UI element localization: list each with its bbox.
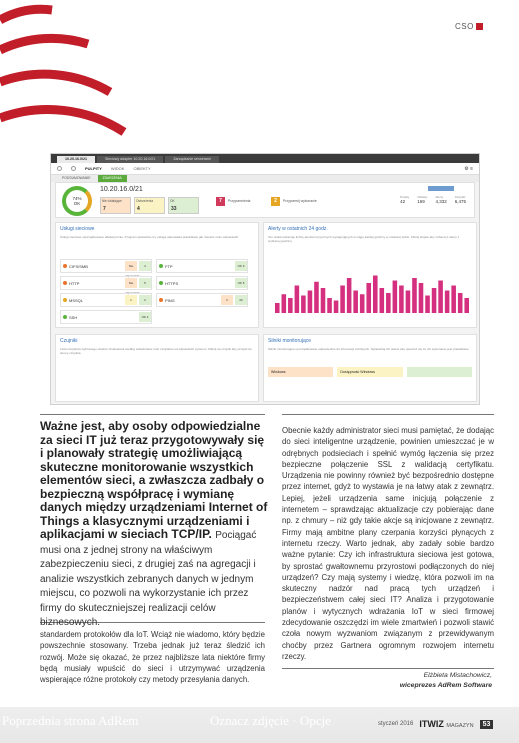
alert-execution[interactable]: 2 Przypomnij wykonanie (271, 195, 317, 207)
service-metric: 2 (221, 295, 233, 305)
back-icon[interactable] (57, 166, 62, 171)
alerts-bar[interactable] (321, 288, 326, 313)
service-item[interactable] (60, 293, 152, 307)
alerts-bar[interactable] (308, 291, 313, 314)
engines-list (268, 367, 472, 377)
lead-bold: Ważne jest, aby osoby odpowiedzialne za sieci IT już teraz przygotowywały się i planowały strategię umożliwiającą skuteczne monitorowanie wszystkich elementów sieci, a zwłaszcza zadbały o bezpieczną współpracę i wymianę danych między urządzeniami Internet of Things a klasycznymi urządzeniami i aplikacjami w sieciach TCP/IP. (40, 419, 268, 541)
alerts-bar[interactable] (275, 303, 280, 313)
article-right-column: Obecnie każdy administrator sieci musi pamiętać, że dodając do sieci inteligentne urządzenie, powinien umieszczać je w odrębnych podsieciach i spełnić wymóg łączenia się przez bezpieczne połączenie SSL z walidacją certyfikatu. Urządzenia nie powinny również być bezpośrednio dostępne przez internet, gdyż to wystawia je na łatwy atak z zewnątrz. Lepiej, jeżeli urządzenia same inicjują połączenie z internetem – sprawdzając aktualizacje czy pobierając dane np. z chmury – niż gdy takie akcje są inicjowane z zewnątrz. Firmy mają ambitne plany czerpania korzyści płynących z internetu rzeczy. Warto jednak, aby zadały sobie bardzo ważne pytanie: Czy ich infrastruktura sieciowa jest gotowa, by sprostać gwałtownemu przyrostowi podłączonych do niej urządzeń? Czy mają systemy i wiedzę, która pozwoli im na skuteczny nadzór nad pracą tych urządzeń i bezpieczeństwem całej sieci IT? Analiza i przygotowanie planów i wytycznych wdrażania IoT w sieci firmowej zdecydowanie oszczędzi im wiele zmartwień i pozwoli stawić czoła nowym wyzwaniom związanym z przewidywanym choćby przez Gartnera ogromnym rozwojem internetu rzeczy. (282, 426, 494, 661)
dashboard-nav (51, 163, 479, 175)
service-name: MSSQL (69, 297, 84, 303)
engine-tile[interactable] (407, 367, 472, 377)
service-status-dot (159, 298, 163, 302)
service-item[interactable] (60, 310, 152, 324)
alerts-panel (263, 222, 477, 328)
alerts-bar[interactable] (399, 286, 404, 314)
engines-panel-desc: Silniki monitorujące uporządkowane odpowiednio do informacji zebranych. Sprawdzaj ich status aby upewnić się że ich wykonanie jest prawidłowe. (268, 347, 470, 351)
alerts-panel-title: Alerty w ostatnich 24 godz. (268, 226, 328, 232)
alerts-bar[interactable] (380, 288, 385, 313)
ghost-tag-photo-link[interactable]: Oznacz zdjęcie · Opcje (210, 713, 331, 728)
issue-date: styczeń 2016 (378, 721, 414, 727)
service-metric: OK 5 (235, 278, 247, 288)
service-item[interactable] (60, 276, 152, 295)
service-metric: 22 (235, 295, 247, 305)
status-boxes (100, 197, 199, 214)
status-box-ok[interactable]: OK 33 (168, 197, 199, 214)
alerts-bar[interactable] (295, 286, 300, 314)
services-panel-title: Usługi sieciowe (60, 226, 95, 232)
service-metric: Nie odpowiada (125, 261, 137, 271)
nav-item-pulpity[interactable]: PULPITY (85, 166, 102, 171)
status-box-down[interactable]: Nie działające 7 (100, 197, 131, 214)
home-icon[interactable] (71, 166, 76, 171)
decorative-red-arcs (0, 0, 140, 150)
dashboard-tab[interactable]: 10.20.16.0/21 (57, 156, 95, 163)
service-status-dot (63, 315, 67, 319)
alerts-bar[interactable] (288, 298, 293, 313)
service-item[interactable] (60, 259, 152, 278)
service-name: CIFS/SMB (69, 263, 88, 269)
services-panel (55, 222, 259, 328)
alerts-panel-desc: Ten widok pokazuje liczbę alertów krytycznych występujących w ciągu każdej godziny w ostatniej dobie. Kliknij słupek aby zobaczyć alerty z wybranej godziny. (268, 235, 460, 243)
service-status-dot (159, 264, 163, 268)
stat-sensors: Czujniki 6,475 (454, 195, 466, 204)
author-signature (282, 671, 492, 691)
service-name: SSH (69, 314, 78, 320)
stat-objects: Obiekty 169 (417, 195, 428, 204)
alerts-bar[interactable] (432, 288, 437, 313)
service-metric: 4 (139, 261, 151, 271)
alerts-bar[interactable] (327, 298, 332, 313)
article-left-column: standardem protokołów dla IoT. Wciąż nie wiadomo, który będzie powszechnie stosowany. Trzeba jednak już teraz śledzić ich rozwój. Może się okazać, że przez najbliższe lata niektóre firmy będą musiały wpuścić do sieci i utrzymywać urządzenia wspierające różne protokoły czy metody przesyłania danych. (40, 630, 265, 685)
network-address: 10.20.16.0/21 (100, 186, 143, 193)
nav-item-widok[interactable]: WIDOK (110, 166, 125, 171)
dashboard-top-tabs (51, 154, 479, 163)
page-footer (378, 719, 493, 729)
section-marker (476, 23, 483, 30)
alerts-bar[interactable] (334, 301, 339, 314)
page-number: 53 (480, 720, 494, 729)
lead-rest: Pociągać musi ona z jednej strony na właściwym zabezpieczeniu sieci, z drugiej zaś na agregacji i analizie wszystkich zebranych danych w jednym miejscu, co pozwoli na wykorzystanie ich przez firmy do skuteczniejszej realizacji celów biznesowych. (40, 530, 257, 628)
alerts-bar[interactable] (425, 296, 430, 314)
summary-stats (400, 195, 466, 204)
service-name: FTP (165, 263, 173, 269)
alerts-bar[interactable] (451, 286, 456, 314)
alerts-bar[interactable] (340, 286, 345, 314)
dashboard-tab[interactable]: Sieciowy adapter 10.20.16.0/21 (97, 156, 163, 163)
section-label: CSO (455, 22, 474, 31)
divider-right-sig (282, 668, 494, 669)
sensors-panel-title: Czujniki (60, 338, 78, 344)
dashboard-tab[interactable]: Zarządzanie serwerami (165, 156, 218, 163)
alerts-bar[interactable] (406, 291, 411, 314)
stat-alerts: Alerty 4,332 (435, 195, 447, 204)
service-item[interactable] (156, 276, 248, 290)
author-name: Elżbieta Mistachowicz, (423, 672, 492, 679)
alerts-bar[interactable] (366, 283, 371, 313)
divider-left-top (40, 414, 265, 415)
service-status-dot (63, 264, 67, 268)
alerts-bar[interactable] (464, 298, 469, 313)
alerts-bar[interactable] (282, 294, 287, 313)
alerts-bar[interactable] (347, 278, 352, 313)
dashboard-screenshot (50, 153, 480, 405)
alerts-bar[interactable] (360, 294, 365, 313)
service-name: HTTPS (165, 280, 179, 286)
service-metric: OK 3 (235, 261, 247, 271)
author-role: wiceprezes AdRem Software (399, 682, 492, 689)
alerts-bar-chart[interactable] (274, 273, 470, 313)
service-metric: OK 4 (139, 312, 151, 322)
alerts-bar[interactable] (419, 283, 424, 313)
engines-panel-title: Silniki monitorujące (268, 338, 312, 344)
magazine-logo: ITWIZ MAGAZYN (419, 719, 474, 729)
services-grid (60, 259, 248, 324)
divider-right-top (282, 414, 494, 415)
sensors-panel-desc: Lista czujników wybranego obiektu zbudowana według wskaźników oraz czujników od odpowiedzi systemu. Kliknij na czujnik aby przejść do strony czujnika. (60, 347, 252, 355)
alerts-bar[interactable] (445, 291, 450, 314)
alerts-bar[interactable] (438, 281, 443, 314)
subtab-summary[interactable]: PODSUMOWANIE (62, 176, 91, 180)
stat-points: Punkty 42 (400, 195, 410, 204)
dashboard-sub-tabs (51, 175, 479, 182)
alerts-bar[interactable] (301, 296, 306, 314)
engines-panel (263, 334, 477, 402)
alert-reminders[interactable]: 7 Przypomnienia (216, 195, 250, 207)
health-ring: 74% OK (62, 186, 92, 216)
services-panel-desc: Usługi sieciowe uporządkowane alfabetycznie. Program sprawdza czy usługa odpowiada prawidłowo jak również czas odpowiedzi. (60, 235, 240, 239)
service-status-dot (63, 281, 67, 285)
service-name: HTTP (69, 280, 80, 286)
alerts-bar[interactable] (373, 276, 378, 314)
alerts-bar[interactable] (412, 278, 417, 313)
service-status-dot (159, 281, 163, 285)
subtab-events[interactable]: ZDARZENIA (98, 175, 127, 182)
service-name: PING (165, 297, 175, 303)
update-button[interactable] (428, 186, 454, 191)
service-item[interactable] (156, 293, 248, 307)
nav-item-obiekty[interactable]: OBIEKTY (133, 166, 151, 171)
settings-menu-icon[interactable]: ⚙ ≡ (464, 165, 473, 172)
status-bar (55, 182, 475, 218)
engine-tile[interactable]: Windows (268, 367, 333, 377)
service-status-dot (63, 298, 67, 302)
sensors-panel (55, 334, 259, 402)
status-box-warning[interactable]: Ostrzeżenia 4 (134, 197, 165, 214)
ghost-prev-page-link[interactable]: Poprzednia strona AdRem (2, 713, 139, 728)
service-metric: 5 (139, 278, 151, 288)
service-metric: 1 (125, 295, 137, 305)
alerts-bar[interactable] (393, 281, 398, 314)
service-metric: 2 (139, 295, 151, 305)
alerts-bar[interactable] (314, 282, 319, 313)
alerts-bar[interactable] (353, 291, 358, 314)
engine-tile[interactable]: Dostępność Windows (337, 367, 402, 377)
service-item[interactable] (156, 259, 248, 273)
alerts-bar[interactable] (458, 293, 463, 313)
alerts-bar[interactable] (386, 293, 391, 313)
article-lead (40, 420, 270, 630)
service-metric: Nie odpowiada (125, 278, 137, 288)
